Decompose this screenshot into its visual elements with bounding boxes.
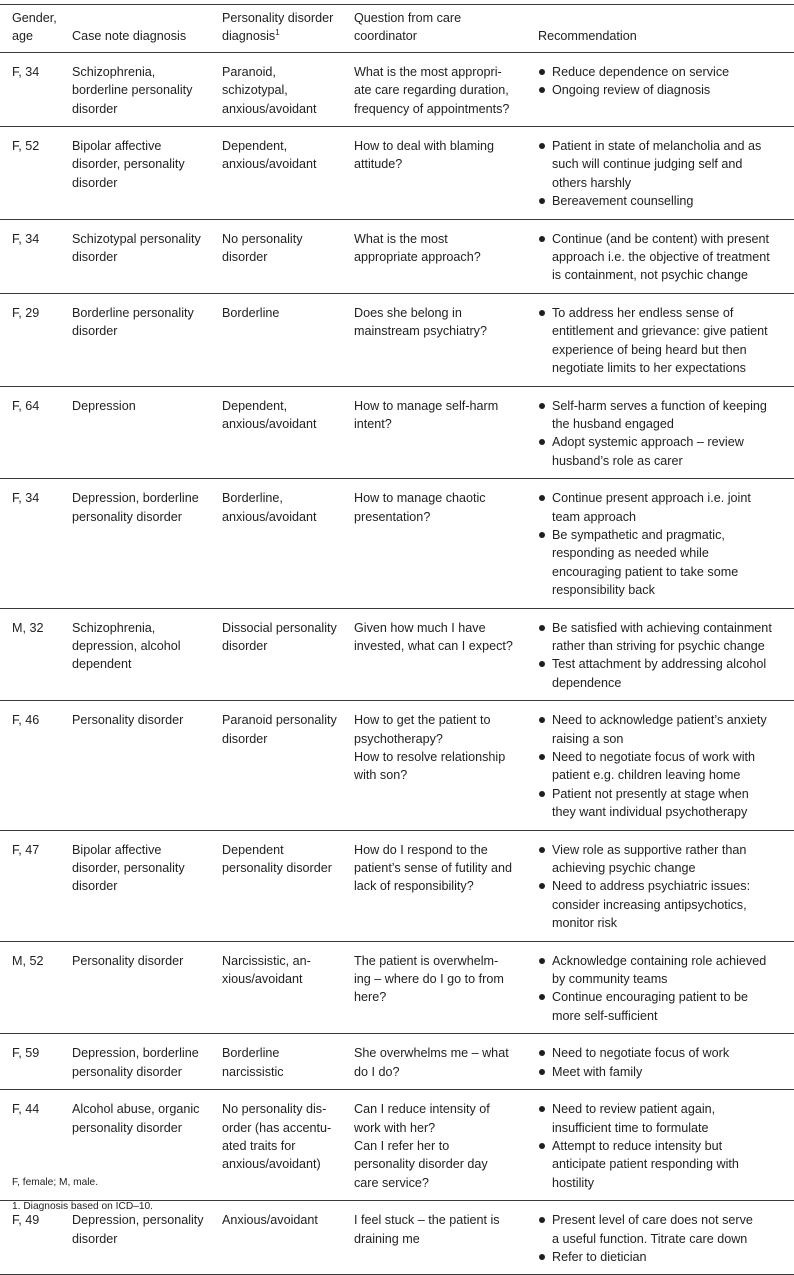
cell-case-note-diagnosis: Alcohol abuse, organic personality disorder [72,1090,222,1201]
cell-recommendation [538,293,794,386]
recommendation-list [538,1100,794,1192]
question-text: What is the most appropriate approach? [354,231,481,265]
cell-recommendation [538,52,794,126]
cell-question [354,608,538,701]
table-header-row [0,5,794,53]
recommendation-list [538,711,794,821]
cell-recommendation [538,1034,794,1090]
recommendation-bullet-item: Meet with family [538,1063,794,1081]
cell-recommendation [538,479,794,608]
cell-case-note-diagnosis: Borderline personality disorder [72,293,222,386]
cell-case-note-diagnosis: Depression, borderline personality disorder [72,479,222,608]
recommendation-bullet-item: Need to address psychiatric issues: consider increasing antipsychotics, monitor risk [538,877,794,932]
cell-case-note-diagnosis: Bipolar affective disorder, personality disorder [72,127,222,220]
cell-gender-age: F, 34 [0,479,72,608]
recommendation-bullet-item: Adopt systemic approach – review husband’s role as carer [538,433,794,470]
table-row [0,830,794,941]
table-row [0,127,794,220]
question-text: Does she belong in mainstream psychiatry? [354,305,487,339]
recommendation-bullet-item: To address her endless sense of entitlement and grievance: give patient experience of being heard but then negotiate limits to her expectations [538,304,794,378]
question-text: Can I reduce intensity of work with her? [354,1102,490,1135]
cell-recommendation [538,941,794,1034]
header-pd-diagnosis: Personality disorder diagnosis$^1$ [222,5,354,53]
cell-gender-age: M, 32 [0,608,72,701]
cell-pd-diagnosis: Dissocial personality disorder [222,608,354,701]
table-row [0,52,794,126]
header-recommendation: Recommendation [538,5,794,53]
recommendation-bullet-item: Be satisfied with achieving containment rather than striving for psychic change [538,619,794,656]
recommendation-bullet-item: Reduce dependence on service [538,63,794,81]
footnote-marker: 1 [275,28,280,38]
cell-pd-diagnosis: Dependent personality disorder [222,830,354,941]
cell-question [354,1034,538,1090]
table-row [0,386,794,479]
recommendation-bullet-item: Need to negotiate focus of work with patient e.g. children leaving home [538,748,794,785]
cell-recommendation [538,608,794,701]
cell-recommendation [538,386,794,479]
cell-question [354,219,538,293]
cell-pd-diagnosis: Dependent, anxious/avoidant [222,127,354,220]
table-row [0,293,794,386]
cell-pd-diagnosis: Paranoid, schizotypal, anxious/avoidant [222,52,354,126]
table-body [0,52,794,1275]
cell-recommendation [538,127,794,220]
cell-question [354,479,538,608]
cell-gender-age: M, 52 [0,941,72,1034]
recommendation-bullet-item: Acknowledge containing role achieved by community teams [538,952,794,989]
cell-pd-diagnosis: No personality disorder [222,219,354,293]
question-text: Given how much I have invested, what can I expect? [354,620,513,653]
cell-question [354,1090,538,1201]
recommendation-list [538,952,794,1026]
recommendation-bullet-item: Attempt to reduce intensity but anticipate patient responding with hostility [538,1137,794,1192]
cell-recommendation [538,1201,794,1275]
recommendation-bullet-item: Test attachment by addressing alcohol dependence [538,655,794,692]
recommendation-list [538,397,794,471]
cell-gender-age: F, 47 [0,830,72,941]
cell-pd-diagnosis: Borderline, anxious/avoidant [222,479,354,608]
cell-question [354,1201,538,1275]
recommendation-bullet-item: Continue (and be content) with present approach i.e. the objective of treatment is containment, not psychic change [538,230,794,285]
recommendation-bullet-item: View role as supportive rather than achieving psychic change [538,841,794,878]
recommendation-bullet-item: Need to acknowledge patient’s anxiety raising a son [538,711,794,748]
cell-pd-diagnosis: Borderline narcissistic [222,1034,354,1090]
header-question: Question from care coordinator [354,5,538,53]
header-gender-age: Gender, age [0,5,72,53]
cell-question [354,127,538,220]
question-text: I feel stuck – the patient is draining me [354,1213,500,1246]
cell-case-note-diagnosis: Depression, personality disorder [72,1201,222,1275]
question-text: How to get the patient to psychotherapy? [354,713,491,746]
table-row [0,701,794,830]
cell-question [354,293,538,386]
question-text: How do I respond to the patient’s sense of futility and lack of responsibility? [354,842,512,894]
cell-gender-age: F, 44 [0,1090,72,1201]
question-text: How to manage chaotic presentation? [354,491,486,524]
cell-recommendation [538,1090,794,1201]
cell-question [354,386,538,479]
table-row [0,608,794,701]
cell-case-note-diagnosis: Depression [72,386,222,479]
question-text: How to manage self-harm intent? [354,398,499,431]
cell-question [354,52,538,126]
recommendation-list [538,619,794,693]
recommendation-bullet-item: Continue encouraging patient to be more self-sufficient [538,988,794,1025]
recommendation-bullet-item: Patient in state of melancholia and as such will continue judging self and others harshly [538,137,794,192]
cell-pd-diagnosis: Borderline [222,293,354,386]
recommendation-list [538,1044,794,1081]
cell-gender-age: F, 59 [0,1034,72,1090]
question-text: How to deal with blaming attitude? [354,139,495,172]
recommendation-bullet-item: Bereavement counselling [538,192,794,210]
cell-question [354,941,538,1034]
footnote-icd: 1. Diagnosis based on ICD–10. [12,1201,154,1212]
recommendation-bullet-item: Need to negotiate focus of work [538,1044,794,1062]
recommendation-bullet-item: Need to review patient again, insufficient time to formulate [538,1100,794,1137]
cell-pd-diagnosis: Narcissistic, an- xious/avoidant [222,941,354,1034]
recommendation-list [538,841,794,933]
cell-case-note-diagnosis: Depression, borderline personality disorder [72,1034,222,1090]
table-footnotes [12,1176,153,1224]
cell-gender-age: F, 64 [0,386,72,479]
recommendation-bullet-item: Continue present approach i.e. joint team approach [538,489,794,526]
cell-case-note-diagnosis: Personality disorder [72,701,222,830]
cell-gender-age: F, 52 [0,127,72,220]
cell-question [354,830,538,941]
cell-case-note-diagnosis: Schizophrenia, depression, alcohol dependent [72,608,222,701]
question-text: The patient is overwhelm- ing – where do I go to from here? [354,953,504,1005]
recommendation-bullet-item: Be sympathetic and pragmatic, responding as needed while encouraging patient to take some responsibility back [538,526,794,600]
recommendation-list [538,489,794,599]
table-row [0,479,794,608]
case-table [0,4,794,1275]
cell-gender-age: F, 34 [0,219,72,293]
cell-recommendation [538,219,794,293]
cell-pd-diagnosis: Dependent, anxious/avoidant [222,386,354,479]
cell-pd-diagnosis: Paranoid personality disorder [222,701,354,830]
cell-gender-age: F, 46 [0,701,72,830]
question-text: She overwhelms me – what do I do? [354,1046,509,1079]
cell-pd-diagnosis: Anxious/avoidant [222,1201,354,1275]
recommendation-list [538,230,794,285]
cell-gender-age: F, 34 [0,52,72,126]
table-row [0,219,794,293]
question-text: What is the most appropri- ate care regarding duration, frequency of appointments? [354,64,510,116]
cell-case-note-diagnosis: Schizotypal personality disorder [72,219,222,293]
recommendation-list [538,137,794,211]
cell-case-note-diagnosis: Bipolar affective disorder, personality disorder [72,830,222,941]
recommendation-bullet-item: Refer to dietician [538,1248,794,1266]
cell-gender-age: F, 29 [0,293,72,386]
footnote-abbrev: F, female; M, male. [12,1177,99,1188]
recommendation-bullet-item: Self-harm serves a function of keeping the husband engaged [538,397,794,434]
recommendation-bullet-item: Ongoing review of diagnosis [538,81,794,99]
cell-pd-diagnosis: No personality dis- order (has accentu- ated traits for anxious/avoidant) [222,1090,354,1201]
cell-recommendation [538,701,794,830]
table-row [0,1034,794,1090]
recommendation-list [538,1211,794,1266]
cell-case-note-diagnosis: Personality disorder [72,941,222,1034]
recommendation-list [538,63,794,100]
recommendation-list [538,304,794,378]
question-text: Can I refer her to personality disorder day care service? [354,1138,488,1190]
recommendation-bullet-item: Patient not presently at stage when they want individual psychotherapy [538,785,794,822]
header-case-note: Case note diagnosis [72,5,222,53]
recommendation-bullet-item: Present level of care does not serve a useful function. Titrate care down [538,1211,794,1248]
table-row [0,941,794,1034]
cell-recommendation [538,830,794,941]
question-text: How to resolve relationship with son? [354,750,506,783]
cell-case-note-diagnosis: Schizophrenia, borderline personality disorder [72,52,222,126]
cell-question [354,701,538,830]
cell-gender-age: F, 49 [0,1201,72,1275]
